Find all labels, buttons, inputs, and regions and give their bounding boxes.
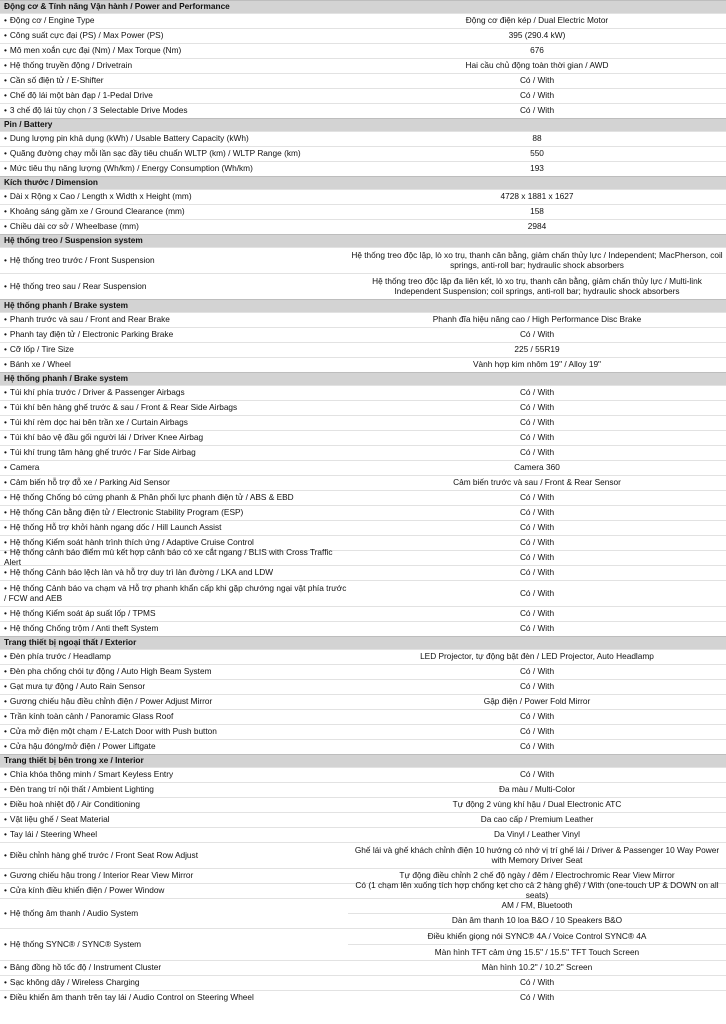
spec-value-line: Hệ thống treo độc lập, lò xo trụ, thanh cân bằng, giảm chấn thủy lực / Independent; MacPherson, coil springs, anti-roll bar; hydraulic shock absorbers	[351, 249, 723, 270]
spec-row	[0, 204, 726, 219]
spec-value-line: Có / With	[519, 537, 555, 548]
spec-label: • Chế độ lái một bàn đạp / 1-Pedal Drive	[0, 91, 348, 101]
spec-value-line: Có / With	[519, 587, 555, 598]
spec-label: • Hệ thống truyền động / Drivetrain	[0, 61, 348, 71]
spec-row	[0, 131, 726, 146]
spec-value	[348, 768, 726, 782]
spec-value	[348, 431, 726, 445]
spec-value-line: Điều khiển giọng nói SYNC® 4A / Voice Control SYNC® 4A	[427, 930, 647, 941]
spec-label: • Phanh trước và sau / Front and Rear Brake	[0, 315, 348, 325]
spec-row	[0, 490, 726, 505]
spec-row	[0, 724, 726, 739]
spec-row	[0, 960, 726, 975]
spec-row	[0, 342, 726, 357]
section-header: Trang thiết bị ngoại thất / Exterior	[0, 636, 726, 649]
spec-value	[348, 461, 726, 475]
spec-label: • Gạt mưa tự động / Auto Rain Sensor	[0, 682, 348, 692]
spec-label: • Túi khí rèm dọc hai bên trần xe / Curtain Airbags	[0, 418, 348, 428]
spec-value	[348, 59, 726, 73]
spec-row	[0, 565, 726, 580]
spec-value-line: Có / With	[519, 992, 555, 1003]
spec-value	[348, 328, 726, 342]
spec-value-line: Đa màu / Multi-Color	[498, 784, 576, 795]
spec-value	[348, 220, 726, 234]
spec-value	[348, 506, 726, 520]
spec-label: • Hệ thống Chống trộm / Anti theft System	[0, 624, 348, 634]
spec-row	[0, 161, 726, 176]
spec-value	[348, 521, 726, 535]
spec-value	[348, 828, 726, 842]
spec-value	[348, 710, 726, 724]
spec-value	[348, 44, 726, 58]
spec-row	[0, 505, 726, 520]
spec-value	[348, 162, 726, 176]
spec-value-line: Có / With	[519, 681, 555, 692]
spec-value	[348, 446, 726, 460]
spec-label: • Điều khiển âm thanh trên tay lái / Audio Control on Steering Wheel	[0, 993, 348, 1003]
spec-value-line: Có / With	[519, 75, 555, 86]
spec-row	[0, 664, 726, 679]
spec-value-line: Có / With	[519, 726, 555, 737]
spec-value	[348, 783, 726, 797]
spec-row	[0, 430, 726, 445]
spec-label: • Hệ thống Kiểm soát hành trình thích ứng / Adaptive Cruise Control	[0, 538, 348, 548]
spec-label: • Hệ thống cảnh báo điểm mù kết hợp cảnh báo có xe cắt ngang / BLIS with Cross Traffic Alert	[0, 548, 348, 567]
spec-row	[0, 88, 726, 103]
spec-label: • Quãng đường chạy mỗi lần sạc đầy tiêu chuẩn WLTP (km) / WLTP Range (km)	[0, 149, 348, 159]
spec-row	[0, 43, 726, 58]
spec-label: • Bảng đồng hồ tốc độ / Instrument Cluster	[0, 963, 348, 973]
spec-value-line: Có / With	[519, 387, 555, 398]
spec-row	[0, 146, 726, 161]
spec-row	[0, 580, 726, 606]
spec-value	[348, 386, 726, 400]
spec-value	[348, 491, 726, 505]
spec-label: • Cần số điện tử / E-Shifter	[0, 76, 348, 86]
spec-value-line: Hệ thống treo độc lập đa liên kết, lò xo trụ, thanh cân bằng, giảm chấn thủy lực / Multi-link Independent Suspension; coil springs, anti-roll bar; hydraulic shock absorbers	[372, 275, 702, 296]
spec-value	[348, 961, 726, 975]
spec-label: • Hệ thống Hỗ trợ khởi hành ngang dốc / Hill Launch Assist	[0, 523, 348, 533]
spec-row	[0, 103, 726, 118]
spec-value	[348, 476, 726, 490]
spec-value-line: Có / With	[519, 666, 555, 677]
spec-value-line: Có / With	[519, 402, 555, 413]
spec-row	[0, 928, 726, 960]
spec-label: • Động cơ / Engine Type	[0, 16, 348, 26]
spec-value	[348, 29, 726, 43]
spec-value-line: Có / With	[519, 522, 555, 533]
spec-label: • Đèn phía trước / Headlamp	[0, 652, 348, 662]
spec-value-line: 158	[530, 206, 544, 217]
spec-value-line: Dàn âm thanh 10 loa B&O / 10 Speakers B&O	[348, 913, 726, 928]
spec-label: • Hệ thống Cân bằng điện tử / Electronic Stability Program (ESP)	[0, 508, 348, 518]
spec-row	[0, 990, 726, 1005]
section-header: Pin / Battery	[0, 118, 726, 131]
spec-label: • Hệ thống Cảnh báo lệch làn và hỗ trợ duy trì làn đường / LKA and LDW	[0, 568, 348, 578]
spec-value	[348, 147, 726, 161]
spec-row	[0, 739, 726, 754]
spec-label: • Hệ thống Cảnh báo va chạm và Hỗ trợ phanh khẩn cấp khi gặp chướng ngại vật phía trước / FCW and AEB	[0, 584, 348, 603]
spec-value	[348, 566, 726, 580]
spec-value-line: Có / With	[519, 432, 555, 443]
spec-value-line: Vành hợp kim nhôm 19" / Alloy 19"	[472, 359, 602, 370]
spec-label: • Túi khí phía trước / Driver & Passenger Airbags	[0, 388, 348, 398]
spec-value-line: Có (1 chạm lên xuống tích hợp chống kẹt cho cả 2 hàng ghế) / With (one-touch UP & DOWN on all seats)	[355, 880, 719, 900]
spec-label: • Cỡ lốp / Tire Size	[0, 345, 348, 355]
spec-value	[348, 536, 726, 550]
spec-row	[0, 621, 726, 636]
spec-value	[348, 695, 726, 709]
section-header: Hệ thống phanh / Brake system	[0, 372, 726, 385]
spec-row	[0, 649, 726, 664]
spec-value-line: 225 / 55R19	[514, 344, 560, 355]
spec-value-line: Có / With	[519, 623, 555, 634]
spec-row	[0, 898, 726, 928]
spec-value-line: Cảm biến trước và sau / Front & Rear Sensor	[453, 477, 621, 488]
spec-value	[348, 976, 726, 990]
spec-label: • Chìa khóa thông minh / Smart Keyless Entry	[0, 770, 348, 780]
spec-label: • Cảm biến hỗ trợ đỗ xe / Parking Aid Sensor	[0, 478, 348, 488]
spec-label: • Hệ thống Chống bó cứng phanh & Phân phối lực phanh điện tử / ABS & EBD	[0, 493, 348, 503]
spec-label: • Mức tiêu thụ năng lượng (Wh/km) / Energy Consumption (Wh/km)	[0, 164, 348, 174]
spec-label: • Mô men xoắn cực đại (Nm) / Max Torque (Nm)	[0, 46, 348, 56]
spec-row	[0, 58, 726, 73]
spec-value	[348, 622, 726, 636]
spec-value-line: Có / With	[519, 741, 555, 752]
spec-row	[0, 827, 726, 842]
spec-value-line: Camera 360	[514, 462, 560, 473]
spec-label: • Sạc không dây / Wireless Charging	[0, 978, 348, 988]
spec-value-line: Da Vinyl / Leather Vinyl	[494, 829, 580, 840]
spec-label: • Trần kính toàn cảnh / Panoramic Glass Roof	[0, 712, 348, 722]
spec-row	[0, 694, 726, 709]
spec-value-line: Có / With	[519, 447, 555, 458]
spec-value-line: Động cơ điện kép / Dual Electric Motor	[465, 15, 609, 26]
spec-label: • Vật liệu ghế / Seat Material	[0, 815, 348, 825]
spec-label: • Hệ thống âm thanh / Audio System	[0, 909, 348, 919]
spec-value-line: Có / With	[519, 977, 555, 988]
spec-value	[348, 74, 726, 88]
spec-value	[348, 991, 726, 1005]
spec-label: • Đèn trang trí nội thất / Ambient Lighting	[0, 785, 348, 795]
spec-label: • Bánh xe / Wheel	[0, 360, 348, 370]
spec-value	[348, 401, 726, 415]
spec-value	[348, 89, 726, 103]
spec-value-line: 4728 x 1881 x 1627	[500, 191, 574, 202]
spec-row	[0, 842, 726, 868]
spec-label: • Gương chiếu hậu trong / Interior Rear View Mirror	[0, 871, 348, 881]
spec-label: • Đèn pha chống chói tự động / Auto High Beam System	[0, 667, 348, 677]
spec-row	[0, 273, 726, 299]
spec-value	[348, 880, 726, 900]
spec-row	[0, 460, 726, 475]
spec-label: • Túi khí trung tâm hàng ghế trước / Far Side Airbag	[0, 448, 348, 458]
spec-value	[348, 607, 726, 621]
spec-value	[348, 313, 726, 327]
spec-value-line: Có / With	[519, 417, 555, 428]
spec-label: • Hệ thống treo trước / Front Suspension	[0, 256, 348, 266]
spec-label: • Khoảng sáng gầm xe / Ground Clearance (mm)	[0, 207, 348, 217]
spec-value-line: Tự động 2 vùng khí hậu / Dual Electronic ATC	[452, 799, 622, 810]
spec-row	[0, 385, 726, 400]
spec-value-line: Có / With	[519, 105, 555, 116]
spec-value	[348, 190, 726, 204]
spec-value-line: Có / With	[519, 507, 555, 518]
spec-value	[348, 740, 726, 754]
spec-row	[0, 28, 726, 43]
spec-value	[348, 551, 726, 565]
spec-row	[0, 327, 726, 342]
spec-row	[0, 606, 726, 621]
spec-row	[0, 520, 726, 535]
spec-value	[348, 132, 726, 146]
spec-row	[0, 975, 726, 990]
spec-label: • Phanh tay điện tử / Electronic Parking Brake	[0, 330, 348, 340]
spec-value	[348, 104, 726, 118]
spec-value-line: Gập điện / Power Fold Mirror	[483, 696, 591, 707]
spec-row	[0, 709, 726, 724]
spec-label: • Gương chiếu hậu điều chỉnh điện / Power Adjust Mirror	[0, 697, 348, 707]
spec-row	[0, 782, 726, 797]
spec-row	[0, 475, 726, 490]
spec-value-line: Có / With	[519, 711, 555, 722]
spec-label: • Hệ thống Kiểm soát áp suất lốp / TPMS	[0, 609, 348, 619]
spec-label: • Dung lượng pin khả dụng (kWh) / Usable Battery Capacity (kWh)	[0, 134, 348, 144]
spec-value	[348, 581, 726, 606]
spec-label: • Cửa kính điều khiển điện / Power Window	[0, 886, 348, 896]
spec-label: • Camera	[0, 463, 348, 473]
spec-row	[0, 445, 726, 460]
spec-label: • Cửa mở điện một chạm / E-Latch Door with Push button	[0, 727, 348, 737]
spec-label: • 3 chế độ lái tùy chọn / 3 Selectable Drive Modes	[0, 106, 348, 116]
spec-value	[348, 274, 726, 299]
section-header: Kích thước / Dimension	[0, 176, 726, 189]
spec-row	[0, 797, 726, 812]
spec-row	[0, 189, 726, 204]
spec-value	[348, 843, 726, 868]
spec-row	[0, 400, 726, 415]
spec-row	[0, 547, 726, 567]
spec-label: • Túi khí bảo vệ đầu gối người lái / Driver Knee Airbag	[0, 433, 348, 443]
spec-row	[0, 357, 726, 372]
spec-row	[0, 312, 726, 327]
spec-label: • Dài x Rộng x Cao / Length x Width x Height (mm)	[0, 192, 348, 202]
spec-value	[348, 725, 726, 739]
spec-row	[0, 247, 726, 273]
spec-value	[348, 650, 726, 664]
spec-value-line: 395 (290.4 kW)	[508, 30, 566, 41]
spec-value	[348, 416, 726, 430]
spec-value-line: LED Projector, tự động bật đèn / LED Projector, Auto Headlamp	[420, 651, 654, 662]
spec-label: • Hệ thống SYNC® / SYNC® System	[0, 940, 348, 950]
spec-value-line: Ghế lái và ghế khách chỉnh điện 10 hướng có nhớ vị trí ghế lái / Driver & Passenger 10 Way Power with Memory Driver Seat	[354, 844, 720, 865]
spec-value-line: Có / With	[519, 608, 555, 619]
section-header: Hệ thống treo / Suspension system	[0, 234, 726, 247]
spec-value-line: Có / With	[519, 567, 555, 578]
spec-label: • Cửa hậu đóng/mở điện / Power Liftgate	[0, 742, 348, 752]
spec-label: • Túi khí bên hàng ghế trước & sau / Front & Rear Side Airbags	[0, 403, 348, 413]
spec-label: • Chiều dài cơ sở / Wheelbase (mm)	[0, 222, 348, 232]
spec-value	[348, 899, 726, 928]
spec-row	[0, 73, 726, 88]
spec-row	[0, 767, 726, 782]
spec-value	[348, 929, 726, 960]
spec-value-line: Phanh đĩa hiệu năng cao / High Performance Disc Brake	[432, 314, 642, 325]
spec-value-line: Màn hình 10.2" / 10.2" Screen	[481, 962, 593, 973]
spec-value-line: 193	[530, 163, 544, 174]
spec-value-line: Da cao cấp / Premium Leather	[480, 814, 594, 825]
spec-value-line: Hai cầu chủ động toàn thời gian / AWD	[465, 60, 609, 71]
spec-label: • Điều hoà nhiệt độ / Air Conditioning	[0, 800, 348, 810]
spec-label: • Tay lái / Steering Wheel	[0, 830, 348, 840]
spec-value	[348, 665, 726, 679]
spec-value-line: 88	[532, 133, 542, 144]
spec-value-line: 550	[530, 148, 544, 159]
spec-value	[348, 343, 726, 357]
spec-value	[348, 205, 726, 219]
spec-value	[348, 680, 726, 694]
spec-value	[348, 248, 726, 273]
spec-row	[0, 812, 726, 827]
spec-label: • Hệ thống treo sau / Rear Suspension	[0, 282, 348, 292]
spec-value-line: Có / With	[519, 492, 555, 503]
spec-row	[0, 219, 726, 234]
spec-value	[348, 358, 726, 372]
spec-value-line: Màn hình TFT cảm ứng 15.5" / 15.5" TFT Touch Screen	[348, 944, 726, 960]
spec-value	[348, 813, 726, 827]
spec-value-line: AM / FM, Bluetooth	[501, 900, 573, 911]
spec-row	[0, 880, 726, 900]
spec-value-line: Có / With	[519, 90, 555, 101]
spec-value-line: Tự động điều chỉnh 2 chế độ ngày / đêm / Electrochromic Rear View Mirror	[399, 870, 675, 881]
section-header: Hệ thống phanh / Brake system	[0, 299, 726, 312]
section-header: Động cơ & Tính năng Vận hành / Power and Performance	[0, 0, 726, 13]
spec-value-line: 2984	[527, 221, 547, 232]
spec-label: • Công suất cực đại (PS) / Max Power (PS)	[0, 31, 348, 41]
spec-row	[0, 679, 726, 694]
spec-value-line: Có / With	[519, 552, 555, 563]
spec-value	[348, 798, 726, 812]
section-header: Trang thiết bị bên trong xe / Interior	[0, 754, 726, 767]
spec-row	[0, 415, 726, 430]
spec-row	[0, 13, 726, 28]
spec-value	[348, 14, 726, 28]
spec-value-line: Có / With	[519, 769, 555, 780]
spec-label: • Điều chỉnh hàng ghế trước / Front Seat Row Adjust	[0, 851, 348, 861]
spec-value-line: Có / With	[519, 329, 555, 340]
spec-value-line: 676	[530, 45, 544, 56]
